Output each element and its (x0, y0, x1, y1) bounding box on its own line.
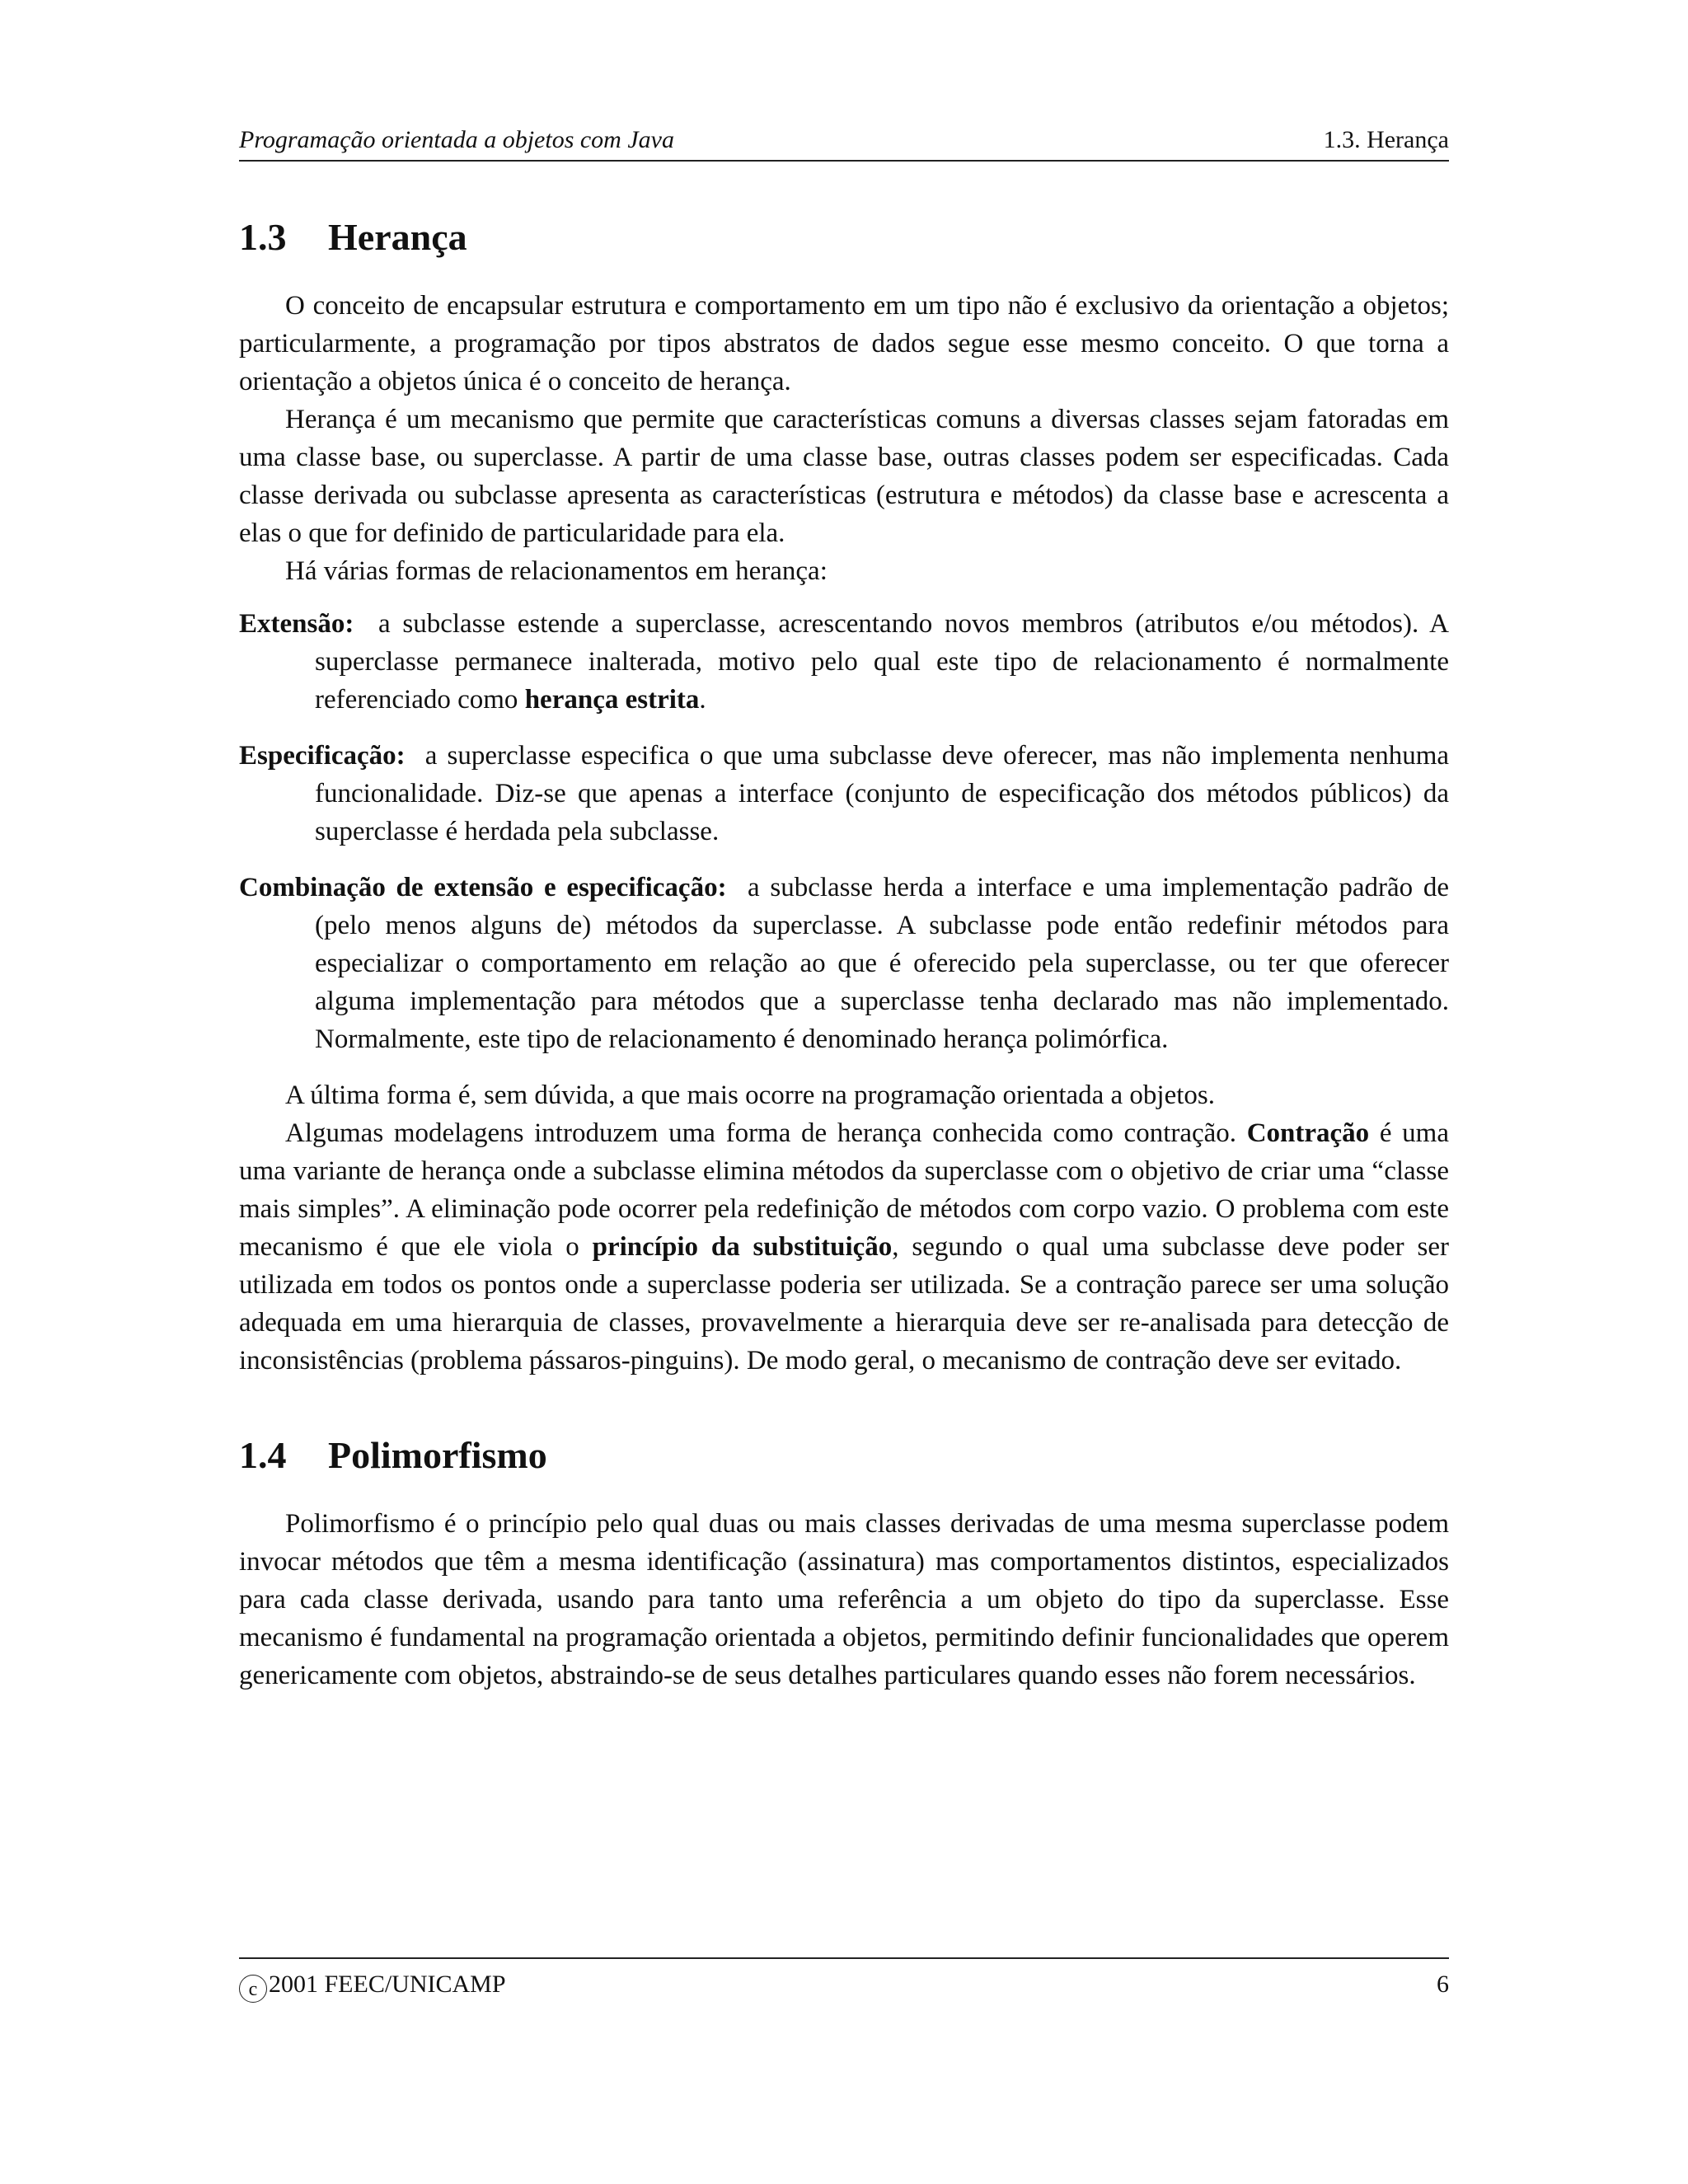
text-run: é uma uma variante de herança onde a subclasse elimina métodos da superclasse com o objetivo de criar uma “classe mais simples”. A eliminação pode ocorrer pela redefinição de métodos com corpo vazio. O problema com este mecanismo é que ele viola o (239, 1118, 1449, 1262)
definition-term: Extensão: (239, 609, 354, 639)
text-run: Algumas modelagens introduzem uma forma de herança conhecida como contração. (285, 1118, 1247, 1148)
page-number: 6 (1437, 1971, 1449, 1998)
page-body (239, 213, 1449, 1694)
definition-text: a superclasse especifica o que uma subclasse deve oferecer, mas não implementa nenhuma funcionalidade. Diz-se que apenas a interface (conjunto de especificação dos métodos públicos) da superclasse é herdada pela subclasse. (315, 741, 1450, 846)
definition-term: Especificação: (239, 741, 406, 771)
definition-item (239, 737, 1449, 851)
paragraph: Herança é um mecanismo que permite que características comuns a diversas classes sejam fatoradas em uma classe base, ou superclasse. A partir de uma classe base, outras classes podem ser especificadas. Cada classe derivada ou subclasse apresenta as características (estrutura e métodos) da classe base e acrescenta a elas o que for definido de particularidade para ela. (239, 405, 1449, 548)
section-number: 1.4 (239, 1434, 287, 1476)
section-heading-heranca (239, 213, 1449, 262)
paragraph (239, 1114, 1449, 1380)
section-heading-polimorfismo (239, 1431, 1449, 1480)
paragraph: Há várias formas de relacionamentos em herança: (285, 556, 828, 586)
footer-rule (239, 1957, 1449, 1959)
section-title: Herança (328, 216, 467, 258)
paragraph: A última forma é, sem dúvida, a que mais ocorre na programação orientada a objetos. (285, 1080, 1216, 1110)
section-number: 1.3 (239, 216, 287, 258)
header-rule (239, 160, 1449, 162)
header-book-title: Programação orientada a objetos com Java (239, 126, 674, 153)
section-title: Polimorfismo (328, 1434, 547, 1476)
footer-copyright (239, 1968, 506, 2003)
definition-bold-term: herança estrita (524, 685, 700, 715)
definition-text: a subclasse estende a superclasse, acrescentando novos membros (atributos e/ou métodos). A superclasse permanece inalterada, motivo pelo qual este tipo de relacionamento é normalmente referenciado como (315, 609, 1449, 715)
text-run: , segundo o qual uma subclasse deve poder ser utilizada em todos os pontos onde a superclasse poderia ser utilizada. Se a contração parece ser uma solução adequada em uma hierarquia de classes, provavelmente a hierarquia deve ser re-analisada para detecção de inconsistências (problema pássaros-pinguins). De modo geral, o mecanismo de contração deve ser evitado. (239, 1232, 1449, 1376)
running-footer (239, 1968, 1449, 2003)
paragraph: Polimorfismo é o princípio pelo qual duas ou mais classes derivadas de uma mesma superclasse podem invocar métodos que têm a mesma identificação (assinatura) mas comportamentos distintos, especializados para cada classe derivada, usando para tanto uma referência a um objeto do tipo da superclasse. Esse mecanismo é fundamental na programação orientada a objetos, permitindo definir funcionalidades que operem genericamente com objetos, abstraindo-se de seus detalhes particulares quando esses não forem necessários. (239, 1509, 1449, 1690)
paragraph: O conceito de encapsular estrutura e comportamento em um tipo não é exclusivo da orientação a objetos; particularmente, a programação por tipos abstratos de dados segue esse mesmo conceito. O que torna a orientação a objetos única é o conceito de herança. (239, 291, 1449, 396)
header-section-ref: 1.3. Herança (1323, 126, 1449, 153)
copyright-icon: c (239, 1975, 267, 2003)
footer-copyright-text: 2001 FEEC/UNICAMP (269, 1971, 506, 1998)
bold-term: Contração (1246, 1118, 1370, 1148)
running-header (239, 124, 1449, 157)
definition-item (239, 869, 1449, 1058)
definition-end: . (699, 685, 706, 715)
definition-item (239, 605, 1449, 719)
definition-text: a subclasse herda a interface e uma implementação padrão de (pelo menos alguns de) métodos da superclasse. A subclasse pode então redefinir métodos para especializar o comportamento em relação ao que é oferecido pela superclasse, ou ter que oferecer alguma implementação para métodos que a superclasse tenha declarado mas não implementado. Normalmente, este tipo de relacionamento é denominado herança polimórfica. (315, 873, 1450, 1054)
bold-term: princípio da substituição (592, 1232, 893, 1262)
definition-term: Combinação de extensão e especificação: (239, 873, 727, 902)
